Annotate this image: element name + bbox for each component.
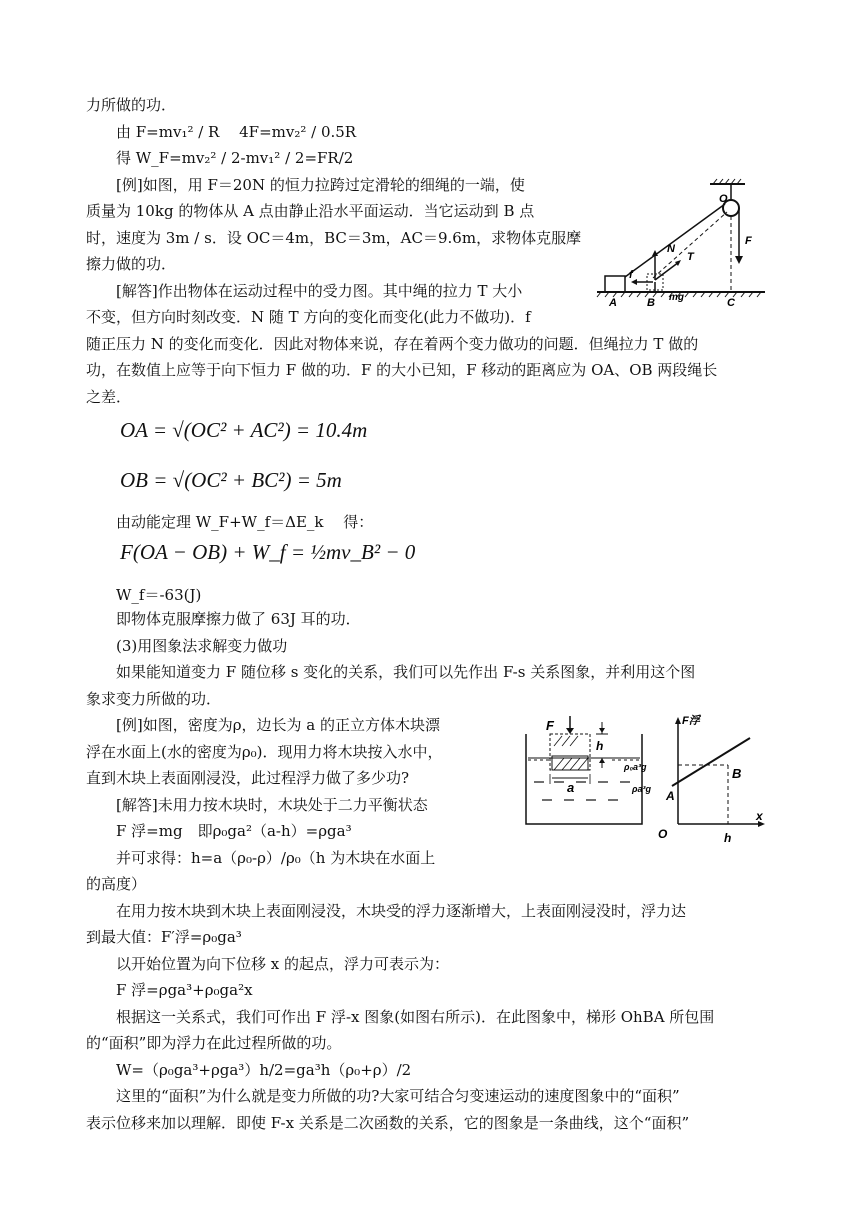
text-line: 如果能知道变力 F 随位移 s 变化的关系，我们可以先作出 F-s 关系图象，并利用这个图 <box>116 663 696 681</box>
label-f-friction: f <box>629 269 633 281</box>
text-line: 在用力按木块到木块上表面刚浸没，木块受的浮力逐渐增大，上表面刚浸没时，浮力达 <box>116 902 687 920</box>
text-line: 随正压力 N 的变化而变化．因此对物体来说，存在着两个变力做功的问题．但绳拉力 T 做的 <box>86 335 699 353</box>
label-c: C <box>727 297 735 308</box>
text-line: 的“面积”即为浮力在此过程所做的功。 <box>86 1034 342 1052</box>
label-x-axis: x <box>756 809 763 823</box>
text-line: 由动能定理 W_F+W_f＝ΔE_k 得： <box>116 513 374 531</box>
equation-oa: OA = √(OC² + AC²) = 10.4m <box>120 418 368 442</box>
label-mg: mg <box>669 292 684 303</box>
text-line: 象求变力所做的功． <box>86 690 222 708</box>
label-point-b: B <box>732 766 742 781</box>
text-line: 擦力做的功． <box>86 255 177 273</box>
label-f-force: F <box>745 235 752 247</box>
text-line: F 浮=ρga³+ρ₀ga²x <box>116 981 253 999</box>
text-line: 的高度） <box>86 875 147 893</box>
label-rho0-a3g: ρ₀a³g <box>624 762 647 772</box>
label-t: T <box>687 251 694 263</box>
label-f-buoyancy: F浮 <box>682 715 700 727</box>
text-line: 由 F=mv₁² / R 4F=mv₂² / 0.5R <box>116 123 357 141</box>
label-b: B <box>647 297 655 308</box>
label-h: h <box>596 739 604 753</box>
label-h-axis: h <box>724 831 732 845</box>
text-line: 浮在水面上(水的密度为ρ₀)．现用力将木块按入水中， <box>86 743 443 761</box>
equation-ob: OB = √(OC² + BC²) = 5m <box>120 468 342 492</box>
label-n: N <box>667 243 675 255</box>
equation-energy: F(OA − OB) + W_f = ½mv_B² − 0 <box>120 540 416 564</box>
label-a-side: a <box>567 780 575 795</box>
text-line: 得 W_F=mv₂² / 2-mv₁² / 2=FR/2 <box>116 149 354 167</box>
text-line: 时，速度为 3m / s．设 OC＝4m，BC＝3m，AC＝9.6m，求物体克服摩 <box>86 229 582 247</box>
text-line: 之差． <box>86 388 132 406</box>
text-line: [例]如图，密度为ρ，边长为 a 的正立方体木块漂 <box>116 716 441 734</box>
text-line: 表示位移来加以理解．即使 F-x 关系是二次函数的关系，它的图象是一条曲线，这个“面积” <box>86 1114 690 1132</box>
buoyancy-graph <box>622 712 772 852</box>
label-point-a: A <box>666 789 675 803</box>
text-line: [例]如图，用 F＝20N 的恒力拉跨过定滑轮的细绳的一端，使 <box>116 176 525 194</box>
text-line: 到最大值：F′浮=ρ₀ga³ <box>86 928 242 946</box>
text-line: 以开始位置为向下位移 x 的起点，浮力可表示为： <box>116 955 449 973</box>
label-rho-a3g: ρa³g <box>632 784 651 794</box>
text-line: [解答]未用力按木块时，木块处于二力平衡状态 <box>116 796 428 814</box>
text-line: W_f＝-63(J) <box>116 586 202 604</box>
text-line: 质量为 10kg 的物体从 A 点由静止沿水平面运动．当它运动到 B 点 <box>86 202 535 220</box>
text-line: F 浮=mg 即ρ₀ga²（a-h）=ρga³ <box>116 822 352 840</box>
text-line: (3)用图象法求解变力做功 <box>116 637 288 655</box>
text-line: 即物体克服摩擦力做了 63J 耳的功． <box>116 610 361 628</box>
text-line: 根据这一关系式，我们可作出 F 浮-x 图象(如图右所示)．在此图象中，梯形 OhBA 所包围 <box>116 1008 715 1026</box>
text-line: W=（ρ₀ga³+ρga³）h/2=ga³h（ρ₀+ρ）/2 <box>116 1061 412 1079</box>
text-line: [解答]作出物体在运动过程中的受力图。其中绳的拉力 T 大小 <box>116 282 523 300</box>
label-o: O <box>719 193 728 205</box>
label-a: A <box>609 297 617 308</box>
text-line: 功，在数值上应等于向下恒力 F 做的功．F 的大小已知，F 移动的距离应为 OA、OB 两段绳长 <box>86 361 718 379</box>
label-origin: O <box>658 827 668 841</box>
text-line: 不变，但方向时刻改变．N 随 T 方向的变化而变化(此力不做功)．f <box>86 308 531 326</box>
text-line: 直到木块上表面刚浸没，此过程浮力做了多少功? <box>86 769 410 787</box>
label-f: F <box>546 718 554 733</box>
text-line: 这里的“面积”为什么就是变力所做的功?大家可结合匀变速运动的速度图象中的“面积” <box>116 1087 680 1105</box>
text-line: 力所做的功． <box>86 96 177 114</box>
pulley-diagram <box>595 178 770 308</box>
text-line: 并可求得：h=a（ρ₀-ρ）/ρ₀（h 为木块在水面上 <box>116 849 436 867</box>
